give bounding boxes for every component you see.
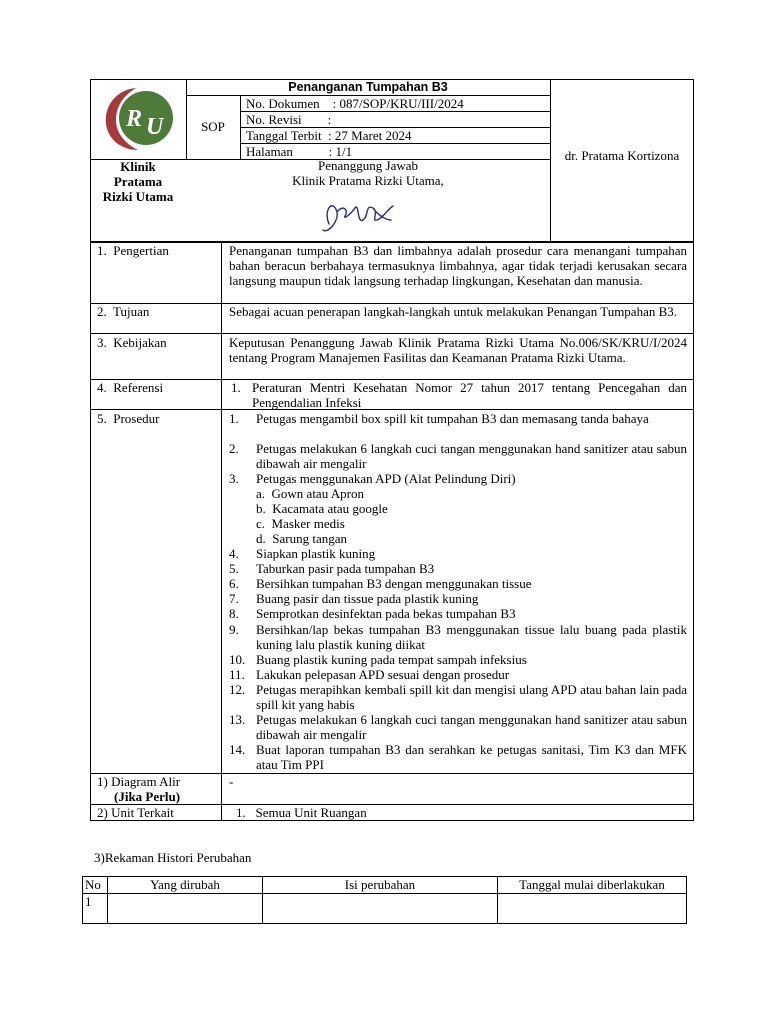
step-number: 4.	[229, 546, 239, 561]
revision-number: No. Revisi :	[246, 112, 332, 127]
step-text: Bersihkan/lap bekas tumpahan B3 menggunakan tissue lalu buang pada plastik kuning lalu plastik kuning diikat	[256, 622, 687, 652]
step-number: 5.	[229, 561, 239, 576]
diagram-label-line1: 1) Diagram Alir	[97, 774, 181, 789]
step-number: 1.	[229, 411, 239, 426]
step-text: Buang pasir dan tissue pada plastik kuning	[256, 591, 479, 606]
page-number: Halaman : 1/1	[246, 144, 353, 159]
signature	[315, 190, 405, 238]
step-text: Bersihkan tumpahan B3 dengan menggunakan tissue	[256, 576, 532, 591]
history-cell-date	[498, 894, 687, 924]
step-number: 11.	[229, 667, 245, 682]
history-table	[82, 876, 687, 924]
history-col-no: No	[83, 877, 108, 894]
unit-label: 2) Unit Terkait	[97, 805, 174, 820]
table-row	[83, 894, 687, 924]
pengertian-label: 1. Pengertian	[97, 243, 169, 258]
doc-number: No. Dokumen : 087/SOP/KRU/III/2024	[246, 96, 464, 111]
history-col-date: Tanggal mulai diberlakukan	[498, 877, 687, 894]
history-cell-no: 1	[83, 894, 108, 924]
svg-text:R: R	[126, 106, 143, 132]
tujuan-label: 2. Tujuan	[97, 304, 150, 319]
step-number: 6.	[229, 576, 239, 591]
step-text: Petugas mengambil box spill kit tumpahan B3 dan memasang tanda bahaya	[256, 411, 649, 426]
issue-date: Tanggal Terbit : 27 Maret 2024	[246, 128, 412, 143]
step-text: Semprotkan desinfektan pada bekas tumpahan B3	[256, 606, 516, 621]
step-text: Lakukan pelepasan APD sesuai dengan prosedur	[256, 667, 510, 682]
kebijakan-label: 3. Kebijakan	[97, 335, 167, 350]
document-title: Penanganan Tumpahan B3	[288, 80, 448, 94]
history-cell-changed	[108, 894, 263, 924]
unit-item: 1. Semua Unit Ruangan	[236, 805, 367, 820]
step-number: 7.	[229, 591, 239, 606]
sop-label: SOP	[201, 119, 225, 134]
history-col-changed: Yang dirubah	[108, 877, 263, 894]
diagram-label	[97, 774, 180, 804]
step-number: 12.	[229, 682, 246, 697]
pengertian-text: Penanganan tumpahan B3 dan limbahnya adalah prosedur cara menangani tumpahan bahan beracun berbahaya termasuknya limbahnya, agar tidak terjadi kerusakan secara langsung maupun tidak langsung terhadap lingkungan, Kesehatan dan manusia.	[229, 243, 687, 288]
step-number: 13.	[229, 712, 246, 727]
prosedur-label: 5. Prosedur	[97, 411, 160, 426]
apd-item: b. Kacamata atau google	[256, 501, 388, 516]
history-col-content: Isi perubahan	[263, 877, 498, 894]
history-header-row	[83, 877, 687, 894]
apd-item: a. Gown atau Apron	[256, 486, 364, 501]
apd-item: c. Masker medis	[256, 516, 345, 531]
apd-item: d. Sarung tangan	[256, 531, 347, 546]
svg-text:U: U	[146, 114, 164, 140]
referensi-item-number: 1.	[231, 380, 241, 395]
kebijakan-text: Keputusan Penanggung Jawab Klinik Pratama Rizki Utama No.006/SK/KRU/I/2024 tentang Program Manajemen Fasilitas dan Keamanan Pratama Rizki Utama.	[229, 335, 687, 365]
step-number: 10.	[229, 652, 246, 667]
referensi-item	[229, 380, 687, 410]
signatory-name: dr. Pratama Kortizona	[564, 148, 680, 163]
step-number: 8.	[229, 606, 239, 621]
step-number: 9.	[229, 622, 239, 637]
clinic-name	[90, 159, 186, 204]
step-number: 14.	[229, 742, 246, 757]
step-text: Petugas menggunakan APD (Alat Pelindung Diri)	[256, 471, 516, 486]
step-text: Buat laporan tumpahan B3 dan serahkan ke petugas sanitasi, Tim K3 dan MFK atau Tim PPI	[256, 742, 687, 772]
clinic-name-line1: Klinik	[120, 159, 156, 174]
tujuan-text: Sebagai acuan penerapan langkah-langkah untuk melakukan Penangan Tumpahan B3.	[229, 304, 678, 319]
step-text: Siapkan plastik kuning	[256, 546, 376, 561]
diagram-label-line2: (Jika Perlu)	[114, 789, 181, 804]
step-text: Petugas melakukan 6 langkah cuci tangan menggunakan hand sanitizer atau sabun dibawah air mengalir	[256, 712, 687, 742]
step-number: 3.	[229, 471, 239, 486]
clinic-logo	[100, 84, 178, 154]
step-text: Petugas merapihkan kembali spill kit dan mengisi ulang APD atau bahan lain pada spill kit yang habis	[256, 682, 687, 712]
history-title: 3)Rekaman Histori Perubahan	[94, 850, 252, 865]
responsible-label: Penanggung Jawab	[317, 158, 418, 173]
responsible-org: Klinik Pratama Rizki Utama,	[292, 173, 444, 188]
clinic-name-line2: Pratama	[113, 174, 163, 189]
referensi-label: 4. Referensi	[97, 380, 164, 395]
step-text: Petugas melakukan 6 langkah cuci tangan menggunakan hand sanitizer atau sabun dibawah air mengalir	[256, 441, 687, 471]
step-text: Taburkan pasir pada tumpahan B3	[256, 561, 435, 576]
clinic-name-line3: Rizki Utama	[102, 189, 174, 204]
step-number: 2.	[229, 441, 239, 456]
step-text: Buang plastik kuning pada tempat sampah infeksius	[256, 652, 527, 667]
diagram-value: -	[229, 774, 234, 789]
history-cell-content	[263, 894, 498, 924]
referensi-item-text: Peraturan Mentri Kesehatan Nomor 27 tahun 2017 tentang Pencegahan dan Pengendalian Infeksi	[252, 380, 687, 410]
